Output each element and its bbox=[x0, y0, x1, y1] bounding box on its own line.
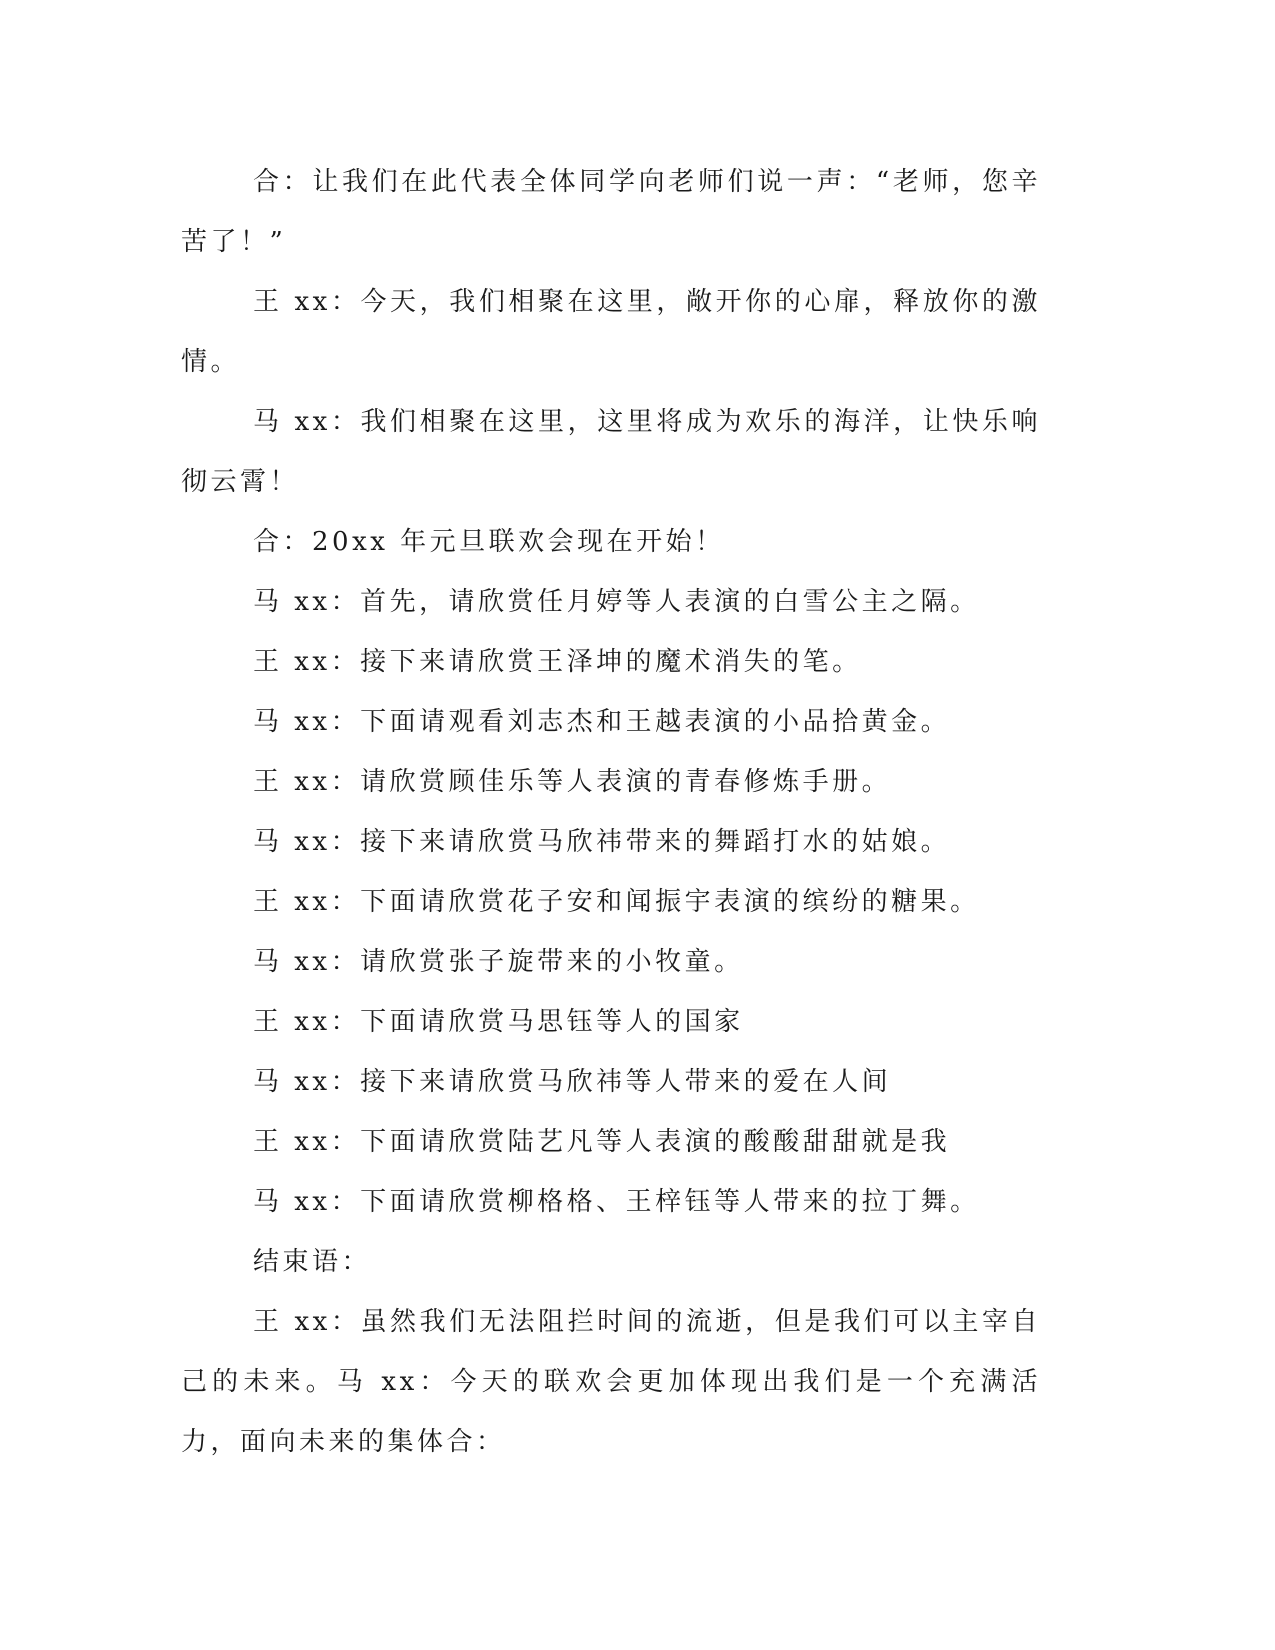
paragraph-ma-welcome: 马 xx：我们相聚在这里，这里将成为欢乐的海洋，让快乐响彻云霄！ bbox=[181, 407, 1041, 497]
paragraph-closing-remarks: 王 xx：虽然我们无法阻拦时间的流逝，但是我们可以主宰自己的未来。马 xx：今天的联欢会更加体现出我们是一个充满活力，面向未来的集体合： bbox=[181, 1307, 1041, 1457]
paragraph-program-2: 王 xx：接下来请欣赏王泽坤的魔术消失的笔。 bbox=[253, 647, 862, 677]
paragraph-program-11: 马 xx：下面请欣赏柳格格、王梓钰等人带来的拉丁舞。 bbox=[253, 1187, 980, 1217]
paragraph-program-10: 王 xx：下面请欣赏陆艺凡等人表演的酸酸甜甜就是我 bbox=[253, 1127, 951, 1157]
paragraph-program-5: 马 xx：接下来请欣赏马欣祎带来的舞蹈打水的姑娘。 bbox=[253, 827, 951, 857]
paragraph-program-3: 马 xx：下面请观看刘志杰和王越表演的小品拾黄金。 bbox=[253, 707, 951, 737]
paragraph-program-7: 马 xx：请欣赏张子旋带来的小牧童。 bbox=[253, 947, 744, 977]
document-body bbox=[181, 152, 1041, 1472]
paragraph-program-1: 马 xx：首先，请欣赏任月婷等人表演的白雪公主之隔。 bbox=[253, 587, 980, 617]
paragraph-closing-heading: 结束语： bbox=[253, 1247, 372, 1277]
paragraph-chorus-thanks: 合：让我们在此代表全体同学向老师们说一声：“老师，您辛苦了！” bbox=[181, 167, 1041, 257]
paragraph-program-4: 王 xx：请欣赏顾佳乐等人表演的青春修炼手册。 bbox=[253, 767, 892, 797]
paragraph-program-8: 王 xx：下面请欣赏马思钰等人的国家 bbox=[253, 1007, 744, 1037]
paragraph-program-6: 王 xx：下面请欣赏花子安和闻振宇表演的缤纷的糖果。 bbox=[253, 887, 980, 917]
paragraph-wang-welcome: 王 xx：今天，我们相聚在这里，敞开你的心扉，释放你的激情。 bbox=[181, 287, 1041, 377]
paragraph-chorus-start: 合：20xx 年元旦联欢会现在开始！ bbox=[253, 527, 725, 557]
paragraph-program-9: 马 xx：接下来请欣赏马欣祎等人带来的爱在人间 bbox=[253, 1067, 892, 1097]
